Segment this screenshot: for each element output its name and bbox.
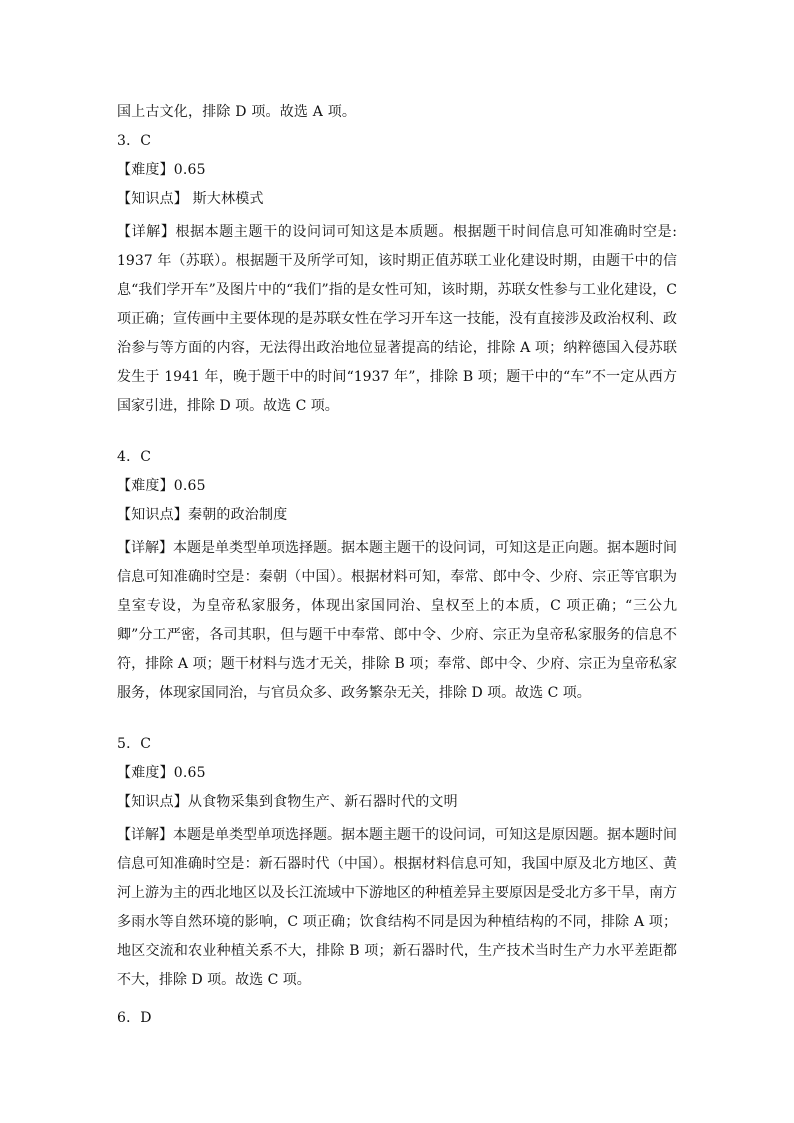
difficulty-label: 【难度】0.65 [117,162,206,178]
explanation-paragraph: 【详解】根据本题主题干的设问词可知这是本质题。根据题干时间信息可知准确时空是: 1937 年（苏联）。根据题干及所学可知，该时期正值苏联工业化建设时期，由题干中的信息“我们学开车”及图片中的“我们”指的是女性可知，该时期，苏联女性参与工业化建设，C 项正确；宣传画中主要体现的是苏联女性在学习开车这一技能，没有直接涉及政治权利、政治参与等方面的内容，无法得出政治地位显著提高的结论，排除 A 项；纳粹德国入侵苏联发生于 1941 年，晚于题干中的时间“1937 年”，排除 B 项；题干中的“车”不一定从西方国家引进，排除 D 项。故选 C 项。 [117,224,677,414]
difficulty-label: 【难度】0.65 [117,765,206,781]
difficulty-label: 【难度】0.65 [117,478,206,494]
question-number: 6．D [117,1010,152,1026]
text-line: 国上古文化，排除 D 项。故选 A 项。 [117,104,357,120]
explanation-paragraph: 【详解】本题是单类型单项选择题。据本题主题干的设问词，可知这是原因题。据本题时间信息可知准确时空是：新石器时代（中国）。根据材料信息可知，我国中原及北方地区、黄河上游为主的西北地区以及长江流域中下游地区的种植差异主要原因是受北方多干旱，南方多雨水等自然环境的影响，C 项正确；饮食结构不同是因为种植结构的不同，排除 A 项；地区交流和农业种植关系不大，排除 B 项；新石器时代，生产技术当时生产力水平差距都不大，排除 D 项。故选 C 项。 [117,827,677,988]
question-number: 4．C [117,449,152,465]
question-number: 3．C [117,133,152,149]
knowledge-point: 【知识点】从食物采集到食物生产、新石器时代的文明 [117,794,458,810]
explanation-paragraph: 【详解】本题是单类型单项选择题。据本题主题干的设问词，可知这是正向题。据本题时间信息可知准确时空是：秦朝（中国）。根据材料可知，奉常、郎中令、少府、宗正等官职为皇室专设，为皇帝私家服务，体现出家国同治、皇权至上的本质，C 项正确；“三公九卿”分工严密，各司其职，但与题干中奉常、郎中令、少府、宗正为皇帝私家服务的信息不符，排除 A 项；题干材料与选才无关，排除 B 项；奉常、郎中令、少府、宗正为皇帝私家服务，体现家国同治，与官员众多、政务繁杂无关，排除 D 项。故选 C 项。 [117,540,677,701]
knowledge-point: 【知识点】 斯大林模式 [117,191,264,207]
question-number: 5．C [117,736,152,752]
knowledge-point: 【知识点】秦朝的政治制度 [117,507,288,523]
